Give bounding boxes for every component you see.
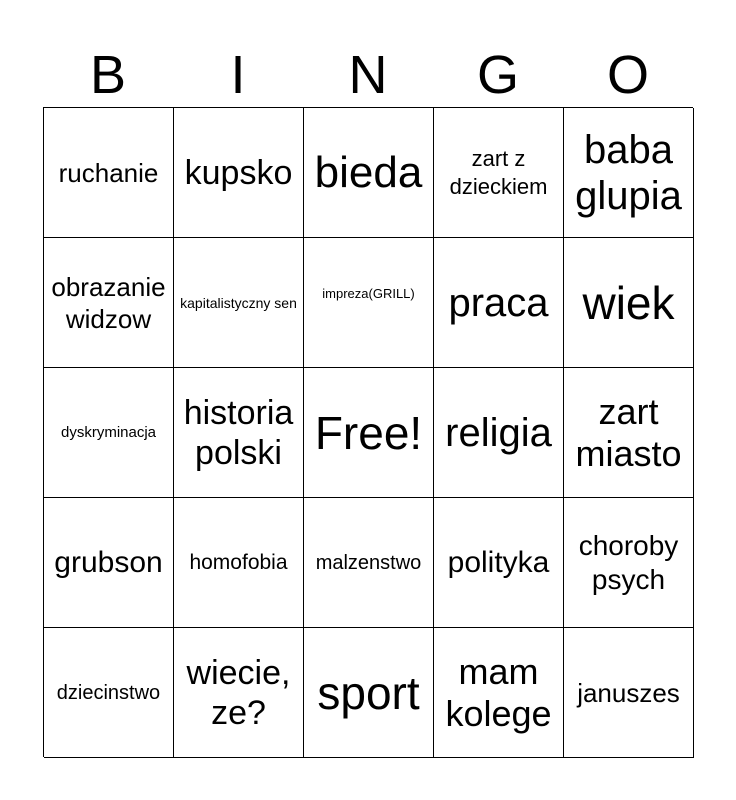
bingo-cell[interactable] (44, 498, 174, 628)
bingo-cell[interactable] (564, 108, 694, 238)
bingo-cell[interactable] (564, 238, 694, 368)
cell-label: zart miasto (575, 390, 682, 474)
cell-label: wiecie, ze? (186, 653, 291, 732)
header-letter-b: B (89, 45, 127, 105)
header-letter-o: O (606, 45, 649, 105)
cell-label: wiek (582, 276, 675, 329)
bingo-cell[interactable] (174, 108, 304, 238)
bingo-cell[interactable] (44, 368, 174, 498)
bingo-cell[interactable] (564, 498, 694, 628)
bingo-board (43, 107, 693, 757)
cell-label: zart z dzieckiem (449, 145, 548, 199)
cell-label: dziecinstwo (56, 681, 161, 704)
cell-label: kupsko (184, 153, 293, 192)
bingo-header (43, 44, 693, 106)
cell-label: mam kolege (445, 650, 552, 734)
cell-label: praca (448, 280, 549, 325)
bingo-cell[interactable] (44, 108, 174, 238)
header-letter-i: I (230, 45, 246, 105)
bingo-cell[interactable] (304, 628, 434, 758)
bingo-cell[interactable] (304, 238, 434, 368)
bingo-cell[interactable] (564, 628, 694, 758)
cell-label: impreza(GRILL) (322, 285, 415, 301)
bingo-cell[interactable] (304, 108, 434, 238)
cell-label: homofobia (189, 551, 288, 574)
bingo-cell[interactable] (434, 238, 564, 368)
cell-label: historia polski (183, 393, 294, 472)
cell-label: dyskryminacja (60, 424, 157, 441)
bingo-cell[interactable] (564, 368, 694, 498)
bingo-cell[interactable] (304, 498, 434, 628)
cell-label: polityka (447, 545, 550, 579)
cell-label: choroby psych (578, 529, 679, 595)
cell-label: religia (445, 410, 552, 455)
cell-label: grubson (54, 545, 163, 579)
bingo-cell[interactable] (174, 628, 304, 758)
bingo-cell[interactable] (434, 108, 564, 238)
bingo-cell[interactable] (434, 498, 564, 628)
bingo-cell[interactable] (174, 368, 304, 498)
free-space-cell[interactable] (304, 368, 434, 498)
bingo-cell[interactable] (434, 628, 564, 758)
cell-label: ruchanie (58, 157, 159, 188)
bingo-cell[interactable] (44, 238, 174, 368)
bingo-cell[interactable] (174, 238, 304, 368)
bingo-cell[interactable] (434, 368, 564, 498)
cell-label: baba glupia (575, 127, 682, 218)
cell-label: kapitalistyczny sen (180, 294, 297, 311)
bingo-cell[interactable] (44, 628, 174, 758)
free-space-label: Free! (314, 406, 423, 459)
cell-label: januszes (577, 677, 680, 708)
cell-label: malzenstwo (315, 551, 422, 574)
header-letter-g: G (476, 45, 519, 105)
cell-label: sport (317, 666, 420, 719)
cell-label: bieda (314, 147, 423, 197)
bingo-cell[interactable] (174, 498, 304, 628)
cell-label: obrazanie widzow (51, 271, 166, 334)
header-letter-n: N (348, 45, 388, 105)
